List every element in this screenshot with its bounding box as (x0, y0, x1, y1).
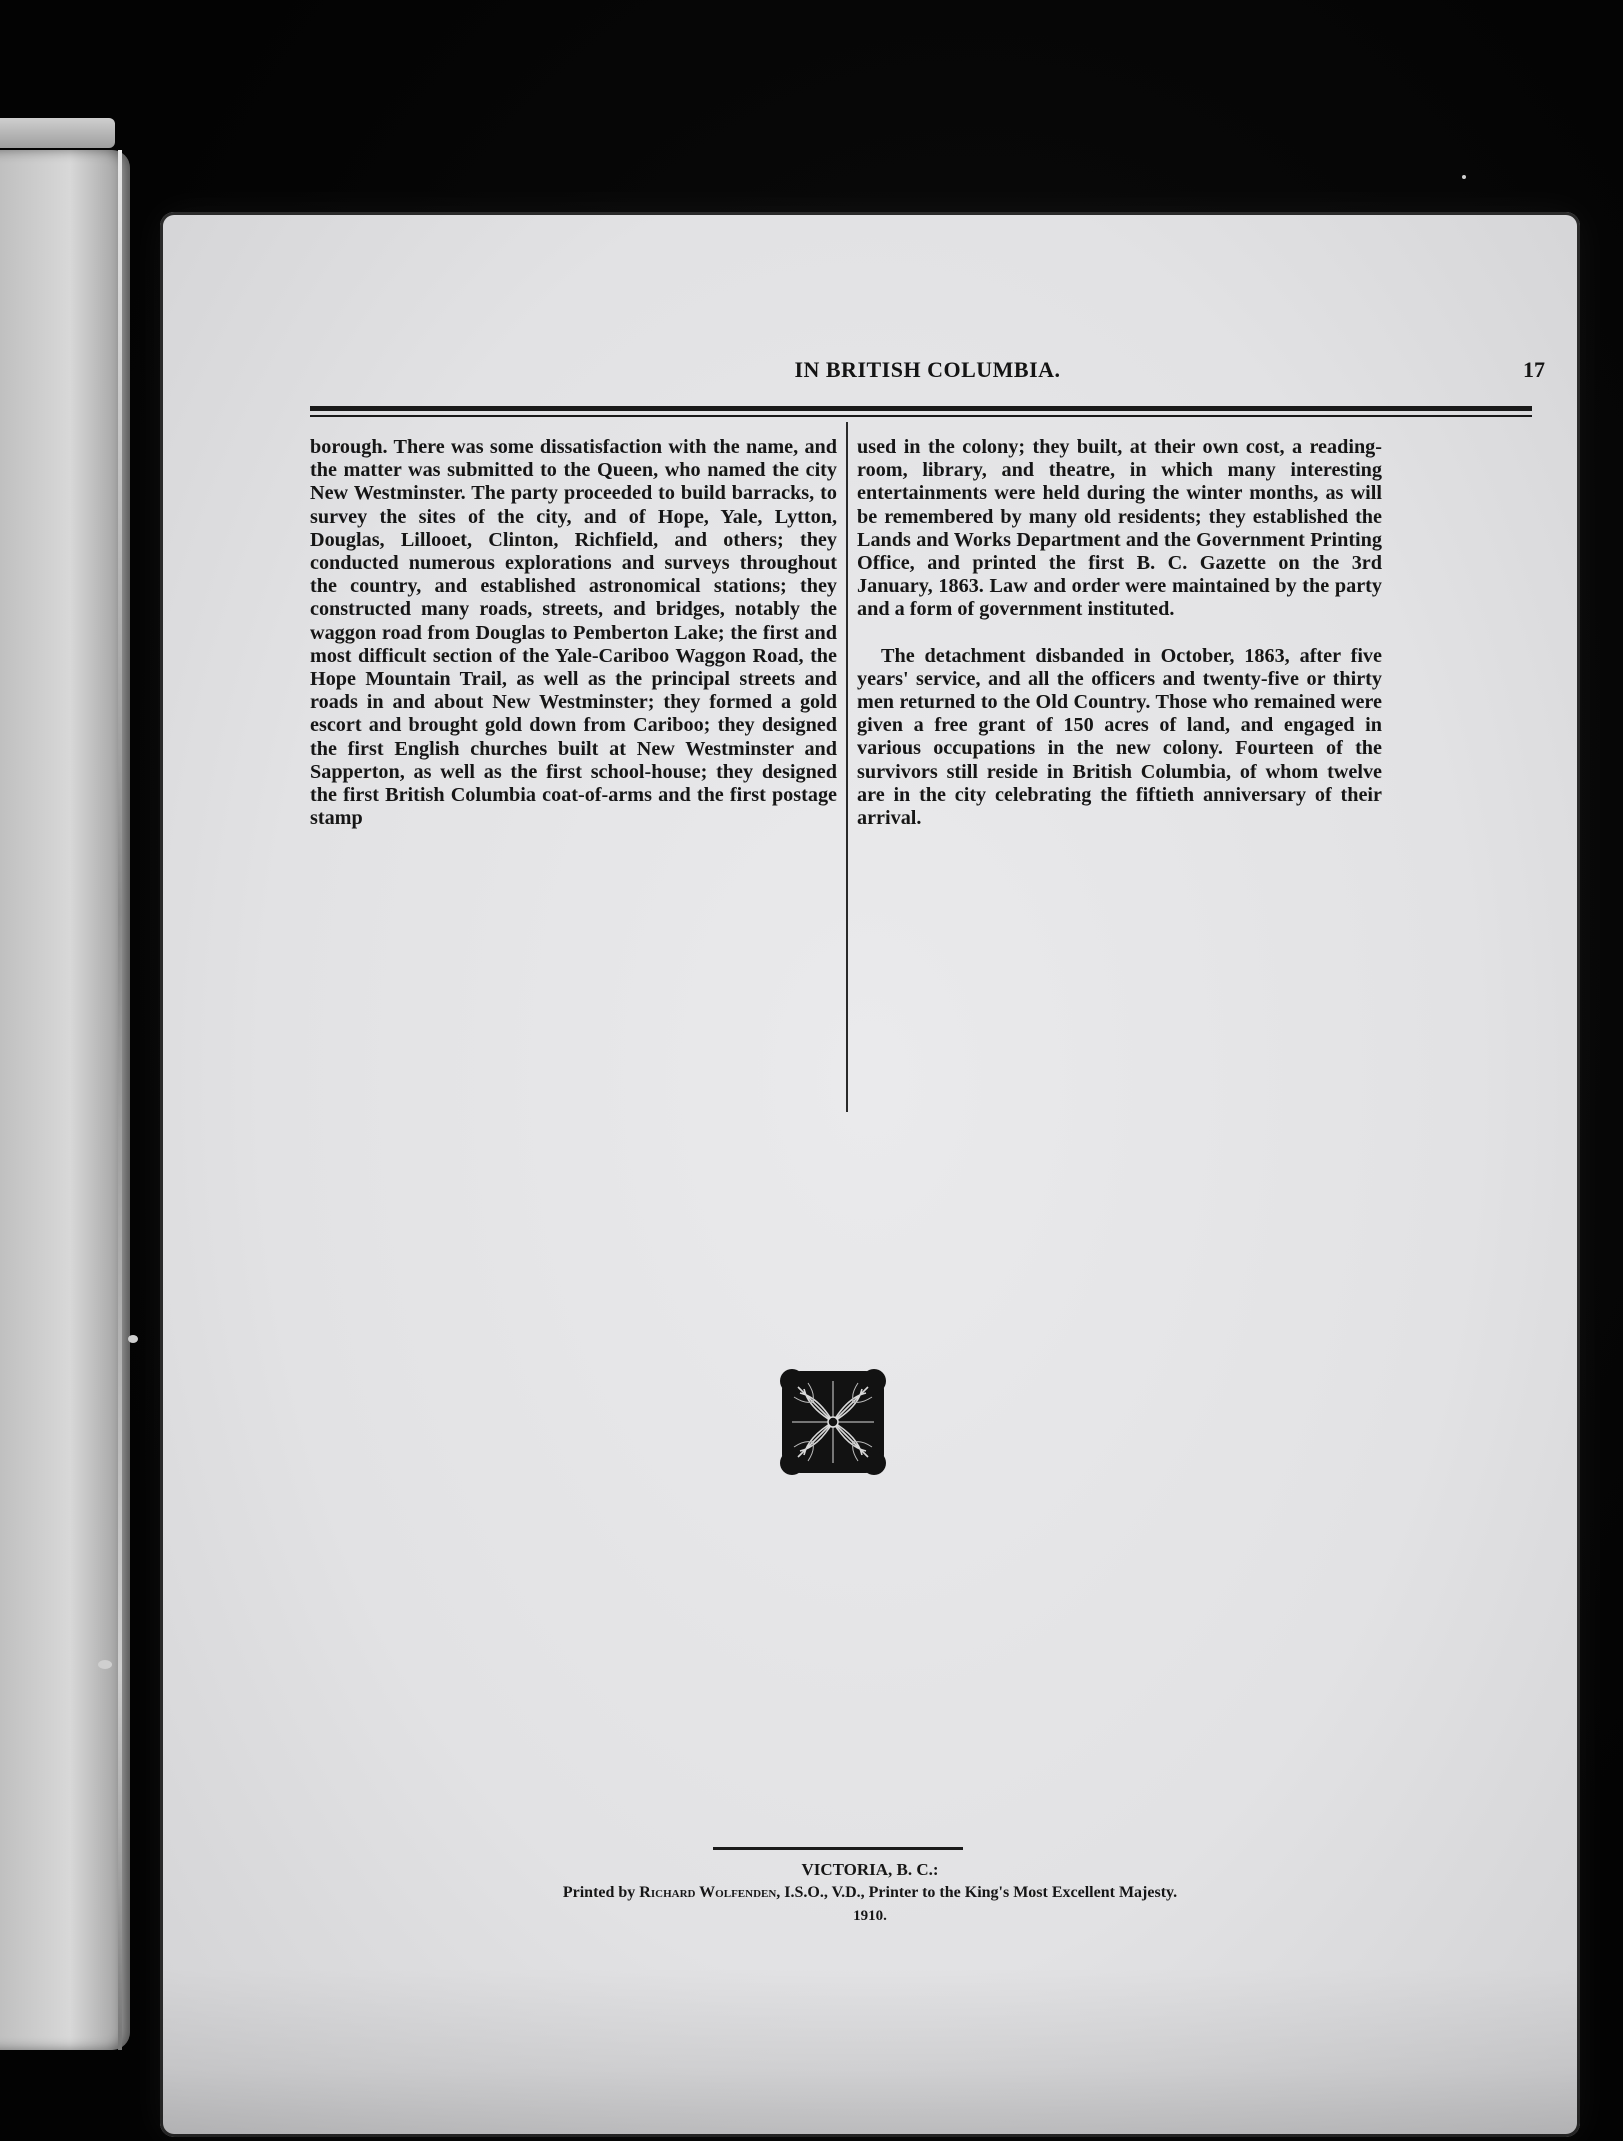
imprint-place: VICTORIA, B. C.: (801, 1860, 939, 1879)
page-number: 17 (1523, 357, 1545, 382)
imprint-rule (713, 1847, 963, 1850)
text-column-right (857, 436, 1382, 830)
facing-page-edge (0, 150, 130, 2050)
scan-speck (128, 1335, 138, 1343)
header-rule-thin (310, 415, 1532, 417)
text-column-left (310, 436, 837, 830)
facing-page-fore-edge (118, 150, 122, 2050)
running-head (310, 357, 1545, 387)
imprint-printer-line (160, 1884, 1580, 1902)
right-column-paragraph-1: used in the colony; they built, at their own cost, a reading-room, library, and theatre, in which many interesting entertainments were held during the winter months, as will be remembered by many old residents; they established the Lands and Works Department and the Government Printing Office, and printed the first B. C. Gazette on the 3rd January, 1863. Law and order were maintained by the party and a form of government instituted. (857, 436, 1382, 621)
running-head-title: IN BRITISH COLUMBIA. (794, 357, 1061, 382)
facing-page-strip (0, 118, 115, 148)
column-divider (846, 422, 848, 1112)
scan-speck (1462, 175, 1466, 179)
imprint-year: 1910. (853, 1908, 887, 1924)
floral-tailpiece-ornament-icon (778, 1367, 888, 1477)
imprint-printed-by: Printed by (562, 1884, 636, 1901)
book-page (160, 212, 1580, 2137)
header-rule-thick (310, 406, 1532, 411)
scan-speck (98, 1660, 112, 1669)
imprint-printer-credentials: , I.S.O., V.D., Printer to the King's Most Excellent Majesty. (776, 1884, 1178, 1901)
left-column-paragraph: borough. There was some dissatisfaction with the name, and the matter was submitted to the Queen, who named the city New Westminster. The party proceeded to build barracks, to survey the sites of the city, and of Hope, Yale, Lytton, Douglas, Lillooet, Clinton, Richfield, and others; they conducted numerous explorations and surveys throughout the country, and established astronomical stations; they constructed many roads, streets, and bridges, notably the waggon road from Douglas to Pemberton Lake; the first and most difficult section of the Yale-Cariboo Waggon Road, the Hope Mountain Trail, as well as the principal streets and roads in and about New Westminster; they formed a gold escort and brought gold down from Cariboo; they designed the first English churches built at New Westminster and Sapperton, as well as the first school-house; they designed the first British Columbia coat-of-arms and the first postage stamp (310, 436, 837, 830)
imprint-printer-name: Richard Wolfenden (639, 1884, 777, 1901)
right-column-paragraph-2: The detachment disbanded in October, 1863, after five years' service, and all the officers and twenty-five or thirty men returned to the Old Country. Those who remained were given a free grant of 150 acres of land, and engaged in various occupations in the new colony. Fourteen of the survivors still reside in British Columbia, of whom twelve are in the city celebrating the fiftieth anniversary of their arrival. (857, 644, 1382, 830)
